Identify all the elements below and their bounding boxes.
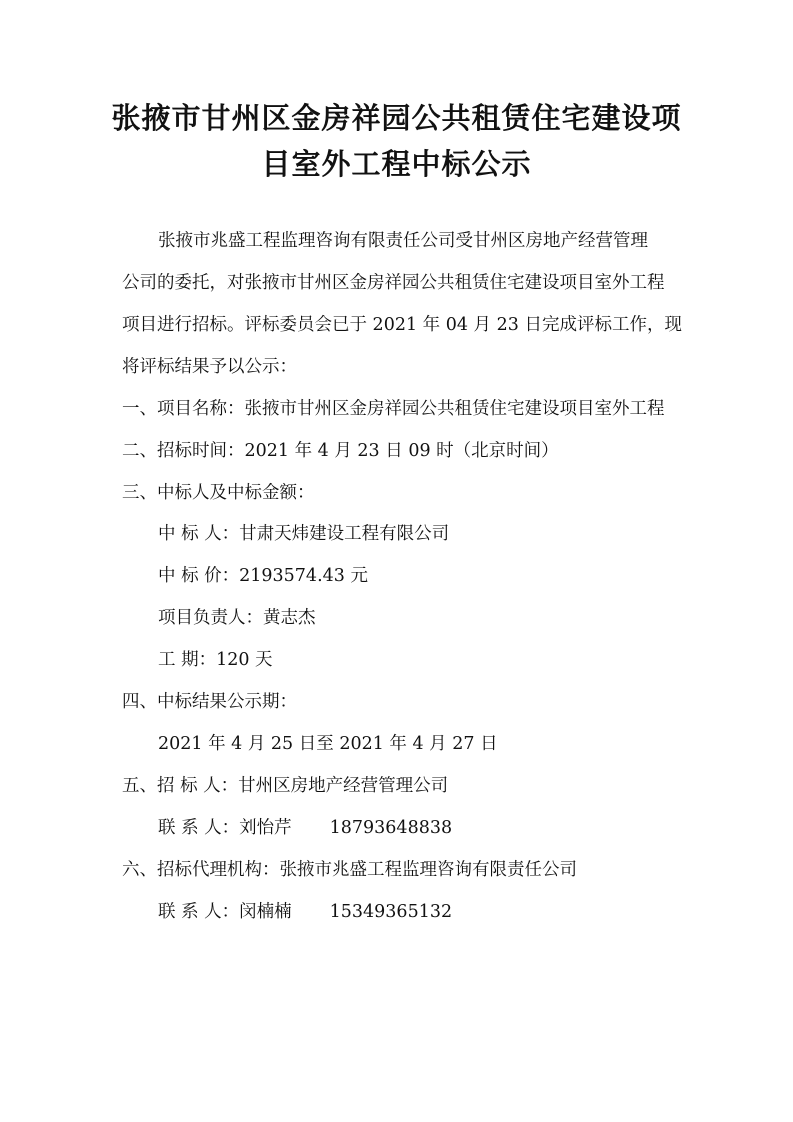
tenderer-contact-phone: 18793648838 — [329, 818, 453, 838]
intro-line-1: 张掖市兆盛工程监理咨询有限责任公司受甘州区房地产经营管理 — [158, 231, 648, 251]
page-title-line-1: 张掖市甘州区金房祥园公共租赁住宅建设项 — [111, 101, 682, 135]
bid-time: 二、招标时间：2021 年 4 月 23 日 09 时（北京时间） — [122, 441, 559, 461]
publicity-period-heading: 四、中标结果公示期： — [122, 692, 297, 712]
intro-line-4: 将评标结果予以公示： — [122, 357, 297, 377]
agency-contact — [158, 904, 452, 922]
intro-line-3: 项目进行招标。评标委员会已于 2021 年 04 月 23 日完成评标工作，现 — [122, 315, 682, 335]
tenderer: 五、招 标 人：甘州区房地产经营管理公司 — [122, 776, 449, 796]
winner-heading: 三、中标人及中标金额： — [122, 483, 315, 503]
winning-price: 中 标 价：2193574.43 元 — [158, 566, 368, 586]
tenderer-contact — [158, 820, 452, 838]
winning-bidder: 中 标 人：甘肃天炜建设工程有限公司 — [158, 524, 450, 544]
intro-line-2: 公司的委托，对张掖市甘州区金房祥园公共租赁住宅建设项目室外工程 — [122, 273, 665, 293]
page-title-line-2: 目室外工程中标公示 — [261, 147, 532, 181]
construction-period: 工 期：120 天 — [158, 650, 273, 670]
tenderer-contact-label: 联 系 人：刘怡芹 — [158, 818, 292, 838]
tender-agency: 六、招标代理机构：张掖市兆盛工程监理咨询有限责任公司 — [122, 860, 577, 880]
agency-contact-label: 联 系 人：闵楠楠 — [158, 902, 292, 922]
project-name: 一、项目名称：张掖市甘州区金房祥园公共租赁住宅建设项目室外工程 — [122, 399, 665, 419]
project-manager: 项目负责人：黄志杰 — [158, 608, 316, 628]
agency-contact-phone: 15349365132 — [329, 902, 453, 922]
publicity-period: 2021 年 4 月 25 日至 2021 年 4 月 27 日 — [158, 734, 498, 754]
